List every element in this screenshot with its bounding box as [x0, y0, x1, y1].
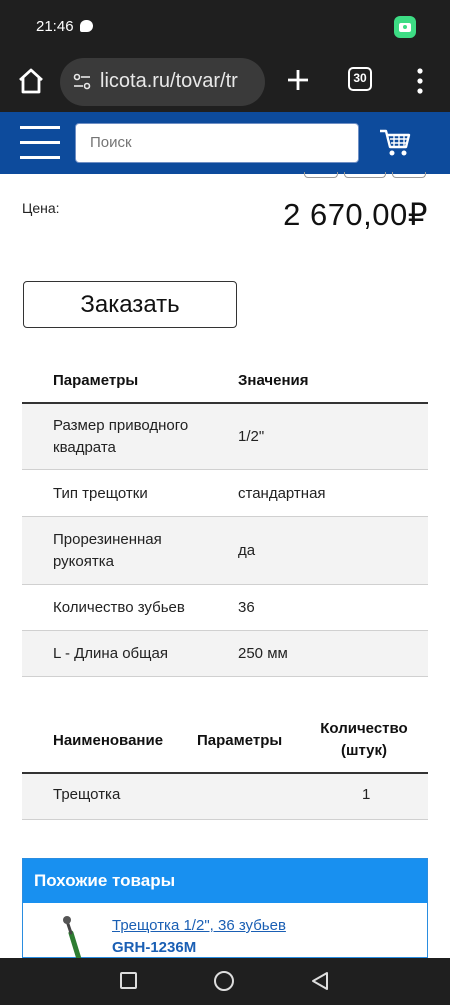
param-name: Прорезиненная рукоятка	[53, 531, 162, 570]
partial-button[interactable]	[304, 172, 338, 178]
tab-switcher-button[interactable]: 30	[348, 67, 372, 91]
param-value: стандартная	[238, 485, 326, 502]
status-bar	[0, 0, 450, 52]
home-nav-icon[interactable]	[214, 971, 234, 991]
table-row	[22, 774, 428, 820]
chat-notification-icon	[80, 20, 93, 32]
params-table	[22, 357, 428, 677]
quantity-table	[22, 708, 428, 820]
system-nav-bar	[0, 958, 450, 1005]
partial-button[interactable]	[344, 172, 386, 178]
url-text[interactable]: licota.ru/tovar/tr	[100, 70, 238, 92]
column-header: Количество (штук)	[320, 720, 408, 759]
param-name: Тип трещотки	[53, 485, 148, 502]
similar-products	[22, 858, 428, 958]
back-icon[interactable]	[310, 971, 330, 991]
status-time: 21:46	[36, 18, 74, 35]
column-header: Параметры	[53, 372, 139, 389]
price-value: 2 670,00₽	[283, 197, 428, 232]
browser-toolbar	[0, 52, 450, 112]
table-row	[22, 517, 428, 585]
screenshot-icon	[394, 16, 416, 38]
table-row	[22, 585, 428, 631]
partial-button[interactable]	[392, 172, 426, 178]
site-settings-icon[interactable]	[72, 72, 92, 92]
new-tab-icon[interactable]	[284, 66, 312, 94]
param-value: да	[238, 542, 256, 559]
table-header	[22, 357, 428, 404]
column-header: Наименование	[53, 732, 164, 749]
site-header	[0, 112, 450, 174]
home-icon[interactable]	[16, 66, 46, 96]
column-header: Параметры	[197, 732, 283, 749]
column-header: Значения	[238, 372, 309, 389]
cart-icon[interactable]	[378, 126, 412, 158]
param-value: 36	[238, 599, 255, 616]
param-name: Размер приводного квадрата	[53, 417, 189, 456]
search-box[interactable]	[75, 123, 359, 163]
product-sku[interactable]: GRH-1236M	[112, 939, 197, 956]
order-button[interactable]: Заказать	[23, 281, 237, 328]
more-menu-icon[interactable]	[410, 66, 430, 96]
table-row	[22, 470, 428, 517]
table-header	[22, 708, 428, 774]
similar-title: Похожие товары	[23, 859, 427, 903]
item-name: Трещотка	[53, 786, 121, 803]
price-label: Цена:	[22, 200, 60, 216]
param-value: 1/2"	[238, 428, 265, 445]
recents-icon[interactable]	[120, 972, 137, 989]
table-row	[22, 404, 428, 470]
product-link[interactable]: Трещотка 1/2", 36 зубьев	[112, 917, 286, 934]
param-value: 250 мм	[238, 645, 288, 662]
product-thumbnail[interactable]	[51, 915, 111, 959]
search-input[interactable]	[90, 134, 340, 151]
partial-buttons	[0, 174, 450, 180]
item-qty: 1	[362, 786, 371, 803]
menu-hamburger-icon[interactable]	[20, 126, 60, 160]
param-name: Количество зубьев	[53, 599, 185, 616]
table-row	[22, 631, 428, 677]
param-name: L - Длина общая	[53, 645, 168, 662]
address-bar[interactable]	[60, 58, 265, 106]
